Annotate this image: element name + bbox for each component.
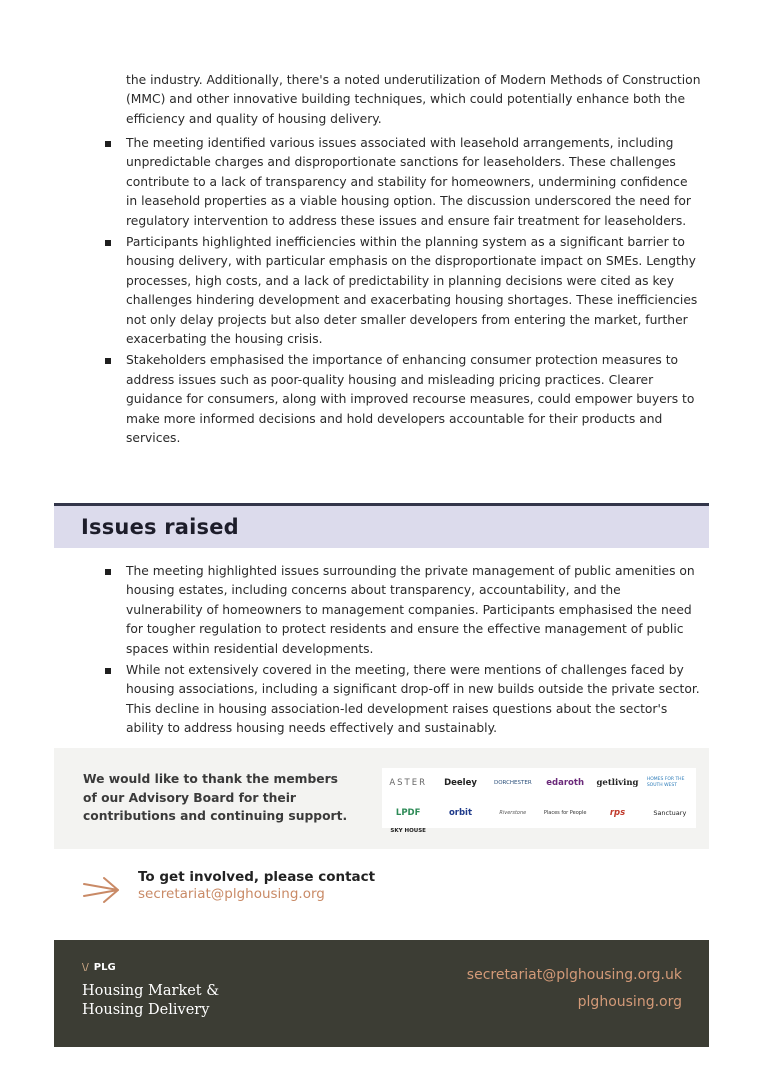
section-heading: Issues raised: [81, 515, 239, 539]
list-item-text: Stakeholders emphasised the importance of enhancing consumer protection measures to address issues such as poor-quality housing and misleading pricing practices. Clearer guidance for consumers, along with improved recourse measures, could empower buyers to make more informed decisions and hold developers accountable for their products and services.: [126, 353, 695, 446]
logo-getliving: getliving: [596, 778, 639, 788]
footer-title: [82, 982, 219, 1020]
bullet-square-icon: [105, 668, 111, 674]
logo-deeley: Deeley: [444, 778, 477, 788]
logo-places-for-people: Places for People: [543, 810, 587, 816]
list-item: [100, 661, 700, 739]
logo-homes-south-west: HOMES FOR THE SOUTH WEST: [646, 777, 685, 788]
bullet-list-top: [100, 134, 700, 451]
bullet-list-issues: [100, 562, 700, 741]
bullet-square-icon: [105, 141, 111, 147]
advisory-board-panel: [54, 748, 709, 849]
list-item: [100, 233, 700, 349]
logo-aster: ASTER: [389, 778, 427, 788]
logo-orbit: orbit: [448, 808, 473, 818]
logo-riverstone: Riverstone: [499, 810, 527, 816]
bullet-square-icon: [105, 358, 111, 364]
logo-edaroth: edaroth: [546, 778, 585, 788]
list-item: [100, 134, 700, 231]
bullet-square-icon: [105, 240, 111, 246]
list-item: [100, 351, 700, 448]
list-item: [100, 562, 700, 659]
logo-rps: rps: [609, 808, 626, 818]
logo-sky-house: SKY HOUSE: [390, 828, 426, 834]
footer-email-link[interactable]: secretariat@plghousing.org.uk: [466, 967, 682, 983]
plg-mark-icon: \/: [82, 962, 89, 973]
bullet-square-icon: [105, 569, 111, 575]
list-item-text: The meeting identified various issues associated with leasehold arrangements, including unpredictable charges and disproportionate sanctions for leaseholders. These challenges contribute to a lack of transparency and stability for homeowners, undermining confidence in leasehold properties as a viable housing option. The discussion underscored the need for regulatory intervention to address these issues and ensure fair treatment for leaseholders.: [126, 136, 691, 228]
contact-email-link[interactable]: secretariat@plghousing.org: [138, 886, 325, 902]
thanks-text: We would like to thank the members of our Advisory Board for their contributions and continuing support.: [83, 772, 348, 823]
issues-section-header: [54, 503, 709, 548]
list-item-text: The meeting highlighted issues surrounding the private management of public amenities on housing estates, including concerns about transparency, accountability, and the vulnerability of homeowners to management companies. Participants emphasised the need for tougher regulation to protect residents and ensure the effective management of public spaces within residential developments.: [126, 564, 695, 656]
footer-title-line1: Housing Market &: [82, 983, 220, 999]
logo-sanctuary: Sanctuary: [653, 809, 687, 817]
list-item-text: While not extensively covered in the meeting, there were mentions of challenges faced by housing associations, including a significant drop-off in new builds outside the private sector. This decline in housing association-led development raises questions about the sector's ability to address housing needs effectively and sustainably.: [126, 663, 700, 736]
continued-paragraph: the industry. Additionally, there's a noted underutilization of Modern Methods of Construction (MMC) and other innovative building techniques, which could potentially enhance both the efficiency and quality of housing delivery.: [126, 73, 701, 126]
arrow-right-icon: [82, 872, 122, 908]
plg-brand-text: PLG: [93, 962, 116, 973]
plg-logo: [82, 962, 116, 973]
footer: [54, 940, 709, 1047]
footer-website-link[interactable]: plghousing.org: [577, 994, 682, 1010]
footer-title-line2: Housing Delivery: [82, 1002, 210, 1018]
list-item-text: Participants highlighted inefficiencies within the planning system as a significant barrier to housing delivery, with particular emphasis on the disproportionate impact on SMEs. Lengthy processes, high costs, and a lack of predictability in planning decisions were cited as key challenges hindering development and exacerbating housing shortages. These inefficiencies not only delay projects but also deter smaller developers from entering the market, further exacerbating the housing crisis.: [126, 235, 698, 347]
contact-title: To get involved, please contact: [138, 869, 376, 885]
logo-dorchester: DORCHESTER: [493, 780, 532, 786]
partner-logos: [382, 768, 696, 834]
logo-lpdf: LPDF: [395, 808, 421, 818]
